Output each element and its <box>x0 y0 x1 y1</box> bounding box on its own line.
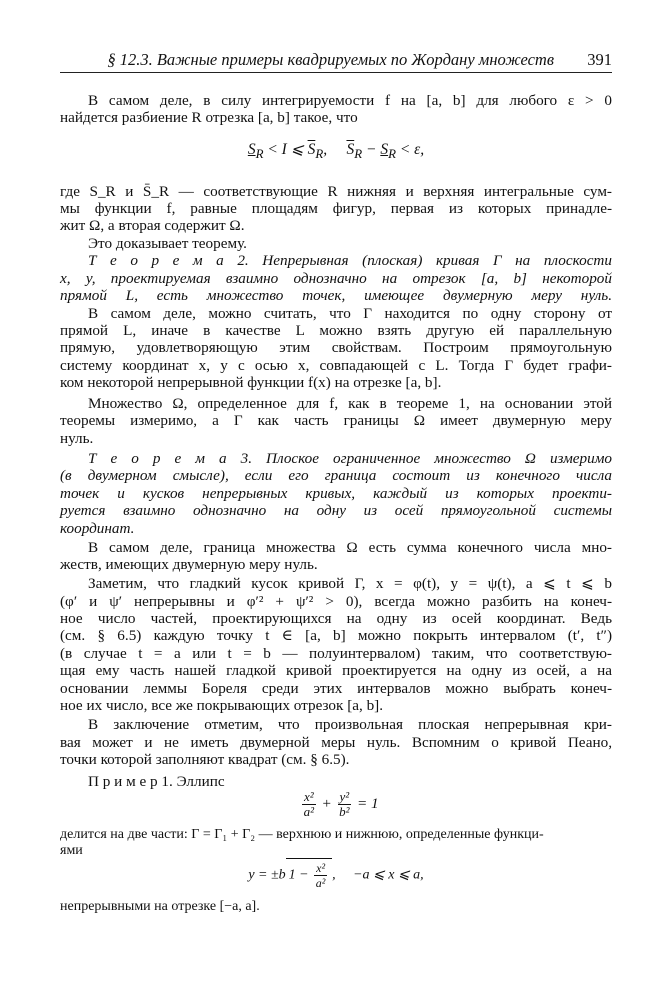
running-title: § 12.3. Важные примеры квадрируемых по Жордану множеств <box>107 50 554 69</box>
text-line: Заметим, что гладкий кусок кривой Γ, x = φ(t), y = ψ(t), a ⩽ t ⩽ b <box>88 575 612 593</box>
text-line: В самом деле, граница множества Ω есть сумма конечного числа мно- <box>88 538 612 556</box>
theorem-3-heading: Т е о р е м а 3. Плоское ограниченное множество Ω измеримо <box>88 449 612 467</box>
text-line: жеств, имеющих двумерную меру нуль. <box>60 556 318 573</box>
text-line: систему координат x, y с осью x, совпадающей с L. Тогда Γ будет графи- <box>60 356 612 374</box>
text-line: x, y, проектируемая взаимно однозначно на отрезок [a, b] некоторой <box>60 269 612 287</box>
text-line: где S_R и S̄_R — соответствующие R нижняя и верхняя интегральные сум- <box>60 182 612 200</box>
text-line: (φ′ и ψ′ непрерывны и φ′² + ψ′² > 0), всегда можно разбить на конеч- <box>60 592 612 610</box>
text-line: ком некоторой непрерывной функции f(x) на отрезке [a, b]. <box>60 374 442 392</box>
text-line: ями <box>60 843 83 858</box>
text-line: щая ему часть нашей гладкой кривой проектируется на одну из осей, а на <box>60 662 612 680</box>
text-line: найдется разбиение R отрезка [a, b] такое, что <box>60 109 358 127</box>
text-line: Множество Ω, определенное для f, как в теореме 1, на основании этой <box>88 394 612 412</box>
text-line: координат. <box>60 519 135 537</box>
text-line: вая может и не иметь двумерной меры нуль. Вспомним о кривой Пеано, <box>60 733 612 751</box>
text-line: В самом деле, можно считать, что Γ находится по одну сторону от <box>88 304 612 322</box>
theorem-2-heading: Т е о р е м а 2. Непрерывная (плоская) кривая Γ на плоскости <box>88 252 612 270</box>
text-line: непрерывными на отрезке [−a, a]. <box>60 899 260 914</box>
formula-integral-sums: $S_R < I$ ⩽ $\overline{S}_R$, $\overline{S}_R - S_R < \varepsilon$, <box>247 141 425 162</box>
text-line: (см. § 6.5) каждую точку t ∈ [a, b] можно покрыть интервалом (t′, t″) <box>60 627 612 645</box>
text-line: ное их число, все же покрывающих отрезок [a, b]. <box>60 697 384 715</box>
running-header <box>60 50 612 73</box>
text-line: Это доказывает теорему. <box>88 234 247 252</box>
text-line: В заключение отметим, что произвольная плоская непрерывная кри- <box>88 716 612 734</box>
text-line: (в двумерном смысле), если его граница состоит из конечного числа <box>60 467 612 485</box>
text-line: прямую, удовлетворяющую этим свойствам. Построим прямоугольную <box>60 339 612 357</box>
formula-ellipse-inline: $\frac{\text{x²}}{\text{a²}}$ + $\frac{\text{y²}}{\text{b²}}$ = 1 <box>303 789 379 819</box>
text-line: теоремы измеримо, а Γ как часть границы Ω имеет двумерную меру <box>60 412 612 430</box>
text-line: жит Ω, а вторая содержит Ω. <box>60 217 245 235</box>
text-line: точки которой заполняют квадрат (см. § 6.5). <box>60 751 350 768</box>
text-line: делится на две части: Γ = Γ₁ + Γ₂ — верхнюю и нижнюю, определенные функци- <box>60 827 544 842</box>
text-line: основании леммы Бореля среди этих интервалов можно выбрать конеч- <box>60 679 612 697</box>
text-line: точек и кусков непрерывных кривых, каждый из которых проекти- <box>60 484 612 502</box>
formula-semi-ellipse: y = ±b 1 − $\frac{\text{x²}}{\text{a²}}$ , −a ⩽ x ⩽ a, <box>60 858 612 890</box>
text-line: руется взаимно однозначно на одну из осей прямоугольной системы <box>60 502 612 519</box>
text-line: прямой L, иначе в качестве L можно взять другую ей параллельную <box>60 321 612 339</box>
text-line: В самом деле, в силу интегрируемости f на [a, b] для любого ε > 0 <box>88 92 612 109</box>
page-number: 391 <box>587 50 612 69</box>
text-line: ное число частей, проектирующихся на одну из осей координат. Ведь <box>60 609 612 627</box>
text-line: мы функции f, равные площадям фигур, первая из которых принадле- <box>60 199 612 217</box>
text-line: (в случае t = a или t = b — полуинтервалом) таким, что соответствую- <box>60 644 612 662</box>
text-line: прямой L, есть множество точек, имеющее двумерную меру нуль. <box>60 287 612 304</box>
example-1-heading: П р и м е р 1. Эллипс <box>88 772 225 790</box>
text-line: нуль. <box>60 429 94 447</box>
